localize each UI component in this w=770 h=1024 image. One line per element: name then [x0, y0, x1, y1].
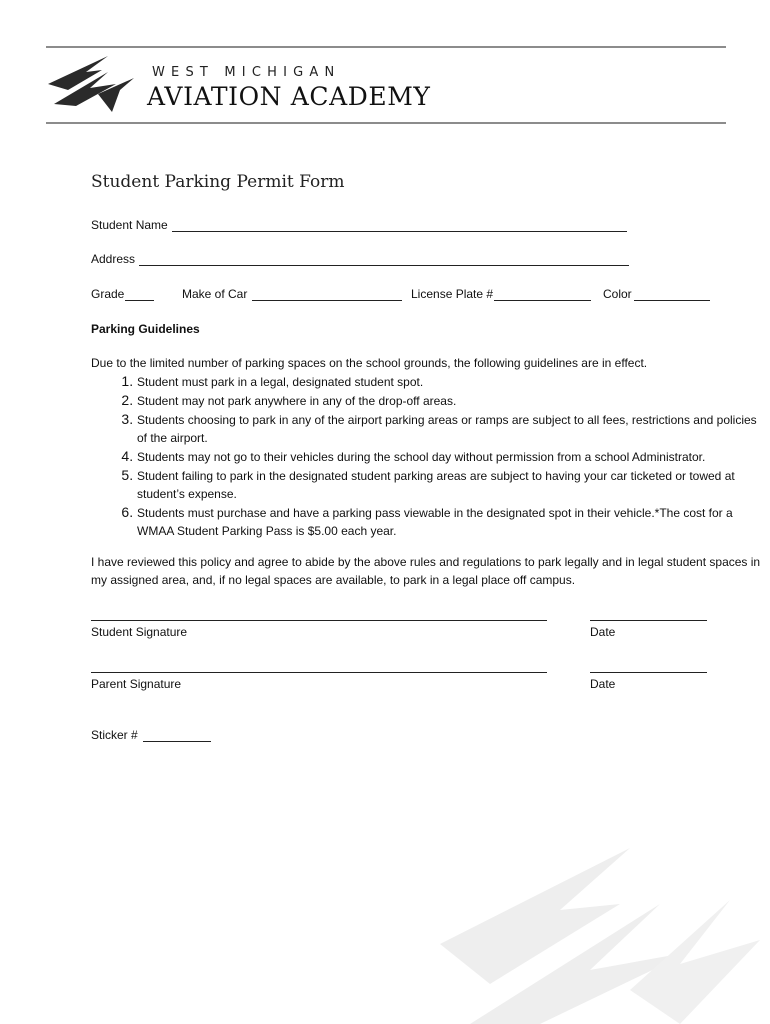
student-signature-label: Student Signature — [91, 625, 188, 639]
logo-line2: AVIATION ACADEMY — [147, 82, 431, 111]
plane-wings-icon — [46, 54, 146, 116]
sticker-number-field[interactable] — [143, 741, 211, 742]
grade-label: Grade — [91, 287, 125, 301]
color-field[interactable] — [634, 300, 710, 301]
sticker-label: Sticker # — [91, 728, 138, 742]
parent-date-field[interactable] — [590, 672, 707, 673]
make-of-car-field[interactable] — [252, 300, 402, 301]
parent-signature-field[interactable] — [91, 672, 547, 673]
logo-line1: WEST MICHIGAN — [152, 65, 341, 80]
student-date-field[interactable] — [590, 620, 707, 621]
student-name-label: Student Name — [91, 218, 168, 232]
parent-signature-label: Parent Signature — [91, 677, 182, 691]
guideline-item: 6. Students must purchase and have a parking pass viewable in the designated spot in their vehicle.*The cost for a WMAA Student Parking Pass is $5.00 each year. — [137, 503, 761, 540]
agreement-statement: I have reviewed this policy and agree to abide by the above rules and regulations to park legally and in legal student spaces in my assigned area, and, if no legal spaces are available, to park in a legal place off campus. — [91, 555, 761, 587]
license-plate-label: License Plate # — [411, 287, 494, 301]
guideline-item: 4. Students may not go to their vehicles during the school day without permission from a school Administrator. — [137, 447, 761, 466]
guideline-item: 1. Student must park in a legal, designated student spot. — [137, 372, 761, 391]
student-date-label: Date — [590, 625, 616, 639]
header-divider — [46, 122, 726, 124]
guidelines-list — [91, 372, 761, 540]
student-name-field[interactable] — [172, 231, 627, 232]
make-of-car-label: Make of Car — [182, 287, 248, 301]
academy-logo — [46, 54, 446, 116]
guideline-item: 2. Student may not park anywhere in any of the drop-off areas. — [137, 391, 761, 410]
color-label: Color — [603, 287, 632, 301]
guidelines-section — [91, 356, 761, 540]
address-field[interactable] — [139, 265, 629, 266]
guidelines-heading: Parking Guidelines — [91, 322, 200, 336]
guideline-item: 5. Student failing to park in the designated student parking areas are subject to having your car ticketed or towed at student’s expense. — [137, 466, 761, 503]
address-label: Address — [91, 252, 136, 266]
plane-wings-watermark-icon — [430, 840, 770, 1024]
parent-date-label: Date — [590, 677, 616, 691]
top-divider — [46, 46, 726, 48]
form-title: Student Parking Permit Form — [91, 172, 345, 192]
license-plate-field[interactable] — [494, 300, 591, 301]
guideline-item: 3. Students choosing to park in any of the airport parking areas or ramps are subject to all fees, restrictions and policies of the airport. — [137, 410, 761, 447]
student-signature-field[interactable] — [91, 620, 547, 621]
grade-field[interactable] — [125, 300, 154, 301]
guidelines-intro: Due to the limited number of parking spaces on the school grounds, the following guidelines are in effect. — [91, 356, 648, 370]
